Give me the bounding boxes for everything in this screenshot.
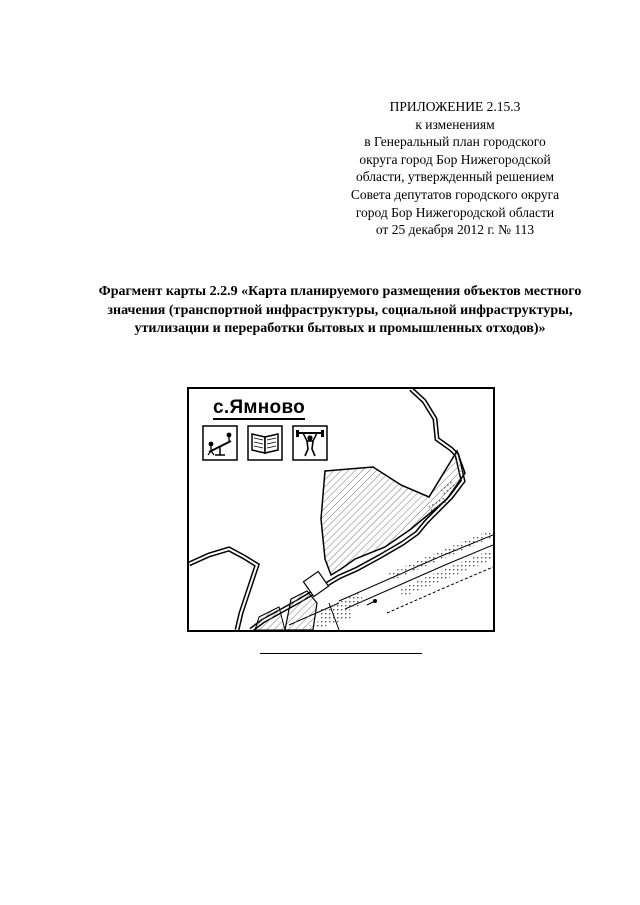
- lower-parcel: [285, 591, 317, 630]
- appendix-line: области, утвержденный решением: [356, 169, 554, 185]
- appendix-line: город Бор Нижегородской области: [355, 204, 555, 220]
- appendix-line: в Генеральный план городского: [364, 134, 546, 150]
- map-drawing: [189, 389, 493, 630]
- village-label: с.Ямново: [213, 397, 306, 418]
- separator-line: [260, 653, 422, 654]
- appendix-header: [330, 98, 580, 239]
- appendix-line: Совета депутатов городского округа: [350, 186, 560, 202]
- appendix-line: округа город Бор Нижегородской: [359, 151, 551, 167]
- map-fragment-title: Фрагмент карты 2.2.9 «Карта планируемого размещения объектов местного значения (транспортной инфраструктуры, социальной инфраструктуры, утилизации и переработки бытовых и промышленных отходов)»: [98, 284, 582, 336]
- appendix-line: ПРИЛОЖЕНИЕ 2.15.3: [389, 99, 521, 114]
- library-book-icon: [248, 426, 282, 460]
- appendix-line: от 25 декабря 2012 г. № 113: [375, 222, 535, 238]
- playground-icon: [203, 426, 237, 460]
- map-fragment: [187, 387, 495, 632]
- sports-weightlifter-icon: [293, 426, 327, 460]
- appendix-line: к изменениям: [415, 116, 495, 132]
